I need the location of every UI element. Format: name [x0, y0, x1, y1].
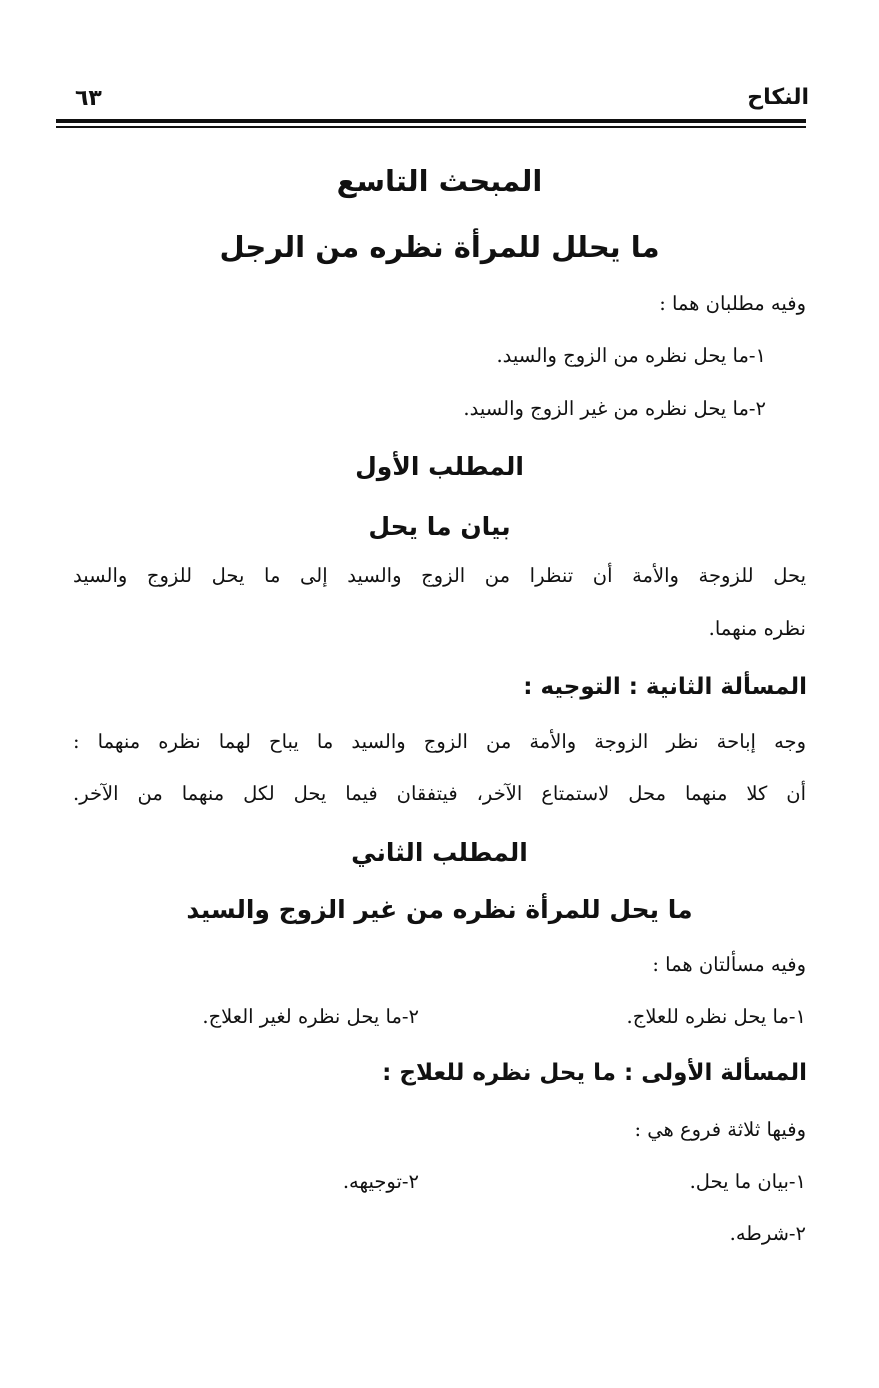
- branch-item-2: ٢-توجيهه.: [342, 1170, 419, 1193]
- first-subsection-heading: المطلب الأول: [355, 452, 524, 481]
- second-item-2: ٢-ما يحل نظره لغير العلاج.: [202, 1005, 419, 1028]
- issue-two-line-2: أن كلا منهما محل لاستمتاع الآخر، فيتفقان فيما يحل لكل منهما من الآخر.: [73, 782, 806, 805]
- issue-one-heading: المسألة الأولى : ما يحل نظره للعلاج :: [382, 1060, 807, 1086]
- first-subsection-subheading: بيان ما يحل: [368, 512, 511, 541]
- header-rule-thick: [56, 119, 806, 123]
- second-intro: وفيه مسألتان هما :: [652, 953, 806, 976]
- section-intro: وفيه مطلبان هما :: [659, 292, 806, 315]
- section-item-2: ٢-ما يحل نظره من غير الزوج والسيد.: [463, 397, 766, 420]
- page-number: ٦٣: [75, 86, 102, 111]
- issue-two-line-1: وجه إباحة نظر الزوجة والأمة من الزوج والسيد ما يباح لهما نظره منهما :: [73, 730, 806, 753]
- running-header-title: النكاح: [747, 85, 809, 110]
- section-heading: المبحث التاسع: [336, 164, 543, 198]
- first-paragraph-line-2: نظره منهما.: [708, 617, 806, 640]
- second-subsection-subheading: ما يحل للمرأة نظره من غير الزوج والسيد: [186, 895, 693, 924]
- branch-item-3: ٢-شرطه.: [729, 1222, 806, 1245]
- header-rule-thin: [56, 126, 806, 128]
- second-subsection-heading: المطلب الثاني: [351, 838, 528, 867]
- issue-two-heading: المسألة الثانية : التوجيه :: [523, 674, 807, 700]
- second-item-1: ١-ما يحل نظره للعلاج.: [626, 1005, 806, 1028]
- issue-one-intro: وفيها ثلاثة فروع هي :: [634, 1118, 806, 1141]
- first-paragraph-line-1: يحل للزوجة والأمة أن تنظرا من الزوج والسيد إلى ما يحل للزوج والسيد: [73, 564, 806, 587]
- section-item-1: ١-ما يحل نظره من الزوج والسيد.: [496, 344, 766, 367]
- branch-item-1: ١-بيان ما يحل.: [689, 1170, 806, 1193]
- section-subheading: ما يحلل للمرأة نظره من الرجل: [219, 230, 660, 264]
